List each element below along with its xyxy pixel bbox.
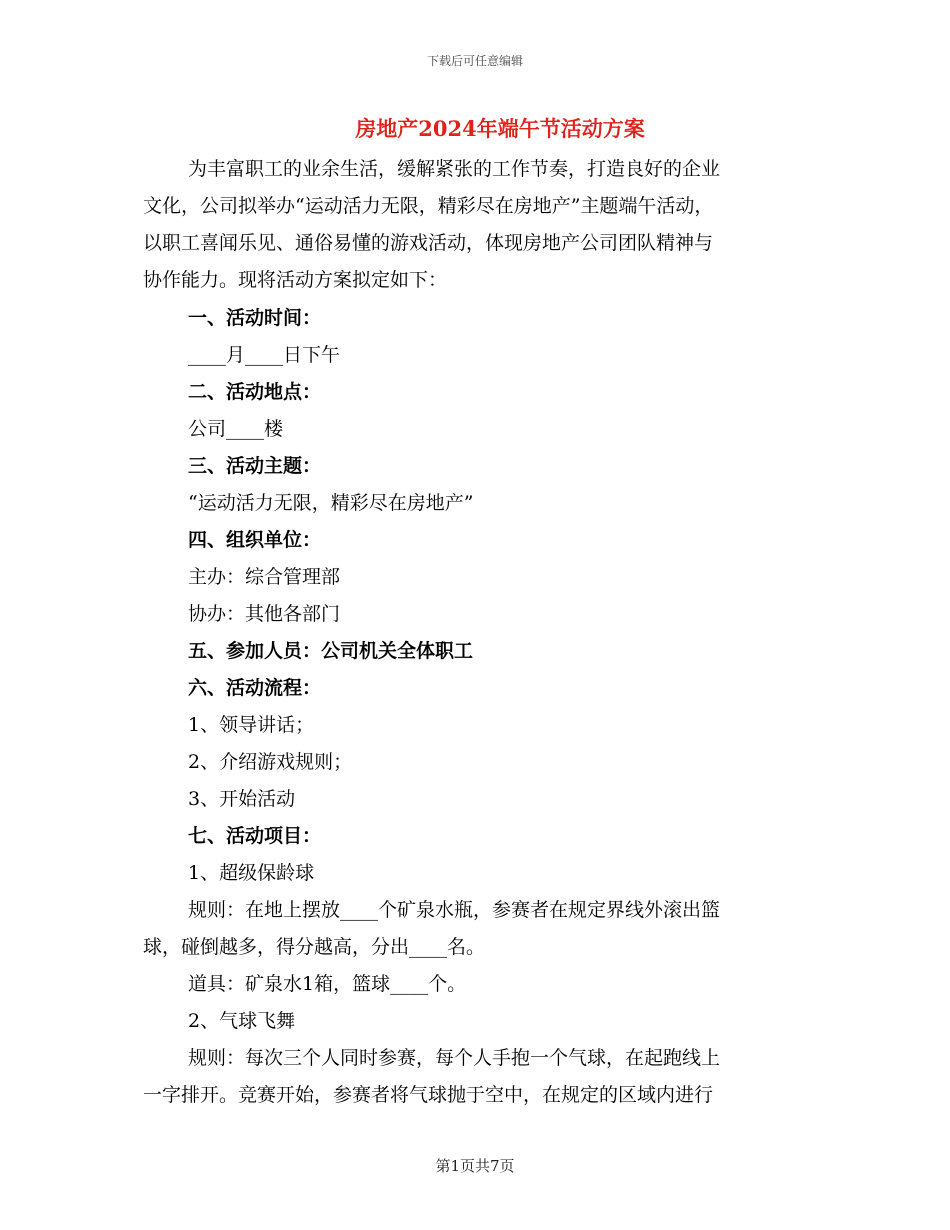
section-org-heading: 四、组织单位： [188,529,322,551]
section-place-heading: 二、活动地点： [188,381,322,403]
intro-line-3: 以职工喜闻乐见、通俗易懂的游戏活动，体现房地产公司团队精神与 [143,232,714,254]
process-step-3: 3、开始活动 [188,788,296,810]
intro-line-4: 协作能力。现将活动方案拟定如下： [143,269,448,291]
section-theme-heading: 三、活动主题： [188,455,322,477]
document-title: 房地产2024年端午节活动方案 [355,116,645,141]
section-time-heading: 一、活动时间： [188,307,322,329]
section-items-heading: 七、活动项目： [188,825,322,847]
section-org-host: 主办：综合管理部 [188,566,341,588]
item1-rule-line-1: 规则：在地上摆放____个矿泉水瓶，参赛者在规定界线外滚出篮 [188,899,721,921]
section-participants: 五、参加人员：公司机关全体职工 [188,640,474,662]
intro-line-1: 为丰富职工的业余生活，缓解紧张的工作节奏，打造良好的企业 [188,158,721,180]
intro-line-2: 文化，公司拟举办“运动活力无限，精彩尽在房地产”主题端午活动， [143,195,714,217]
section-place-value: 公司____楼 [188,418,284,440]
item2-rule-line-2: 一字排开。竞赛开始，参赛者将气球抛于空中，在规定的区域内进行 [143,1084,714,1106]
process-step-1: 1、领导讲话； [188,714,315,736]
section-time-value: ____月____日下午 [188,344,341,366]
process-step-2: 2、介绍游戏规则； [188,751,353,773]
item2-title: 2、气球飞舞 [188,1010,296,1032]
section-theme-value: “运动活力无限，精彩尽在房地产” [188,492,474,514]
item1-rule-line-2: 球，碰倒越多，得分越高，分出____名。 [143,936,486,958]
item1-props: 道具：矿泉水1箱，篮球____个。 [188,973,467,995]
section-process-heading: 六、活动流程： [188,677,322,699]
item1-title: 1、超级保龄球 [188,862,315,884]
item2-rule-line-1: 规则：每次三个人同时参赛，每个人手抱一个气球，在起跑线上 [188,1047,721,1069]
page-footer: 第1页共7页 [435,1157,515,1175]
section-org-assist: 协办：其他各部门 [188,603,341,625]
header-note: 下载后可任意编辑 [426,54,523,68]
